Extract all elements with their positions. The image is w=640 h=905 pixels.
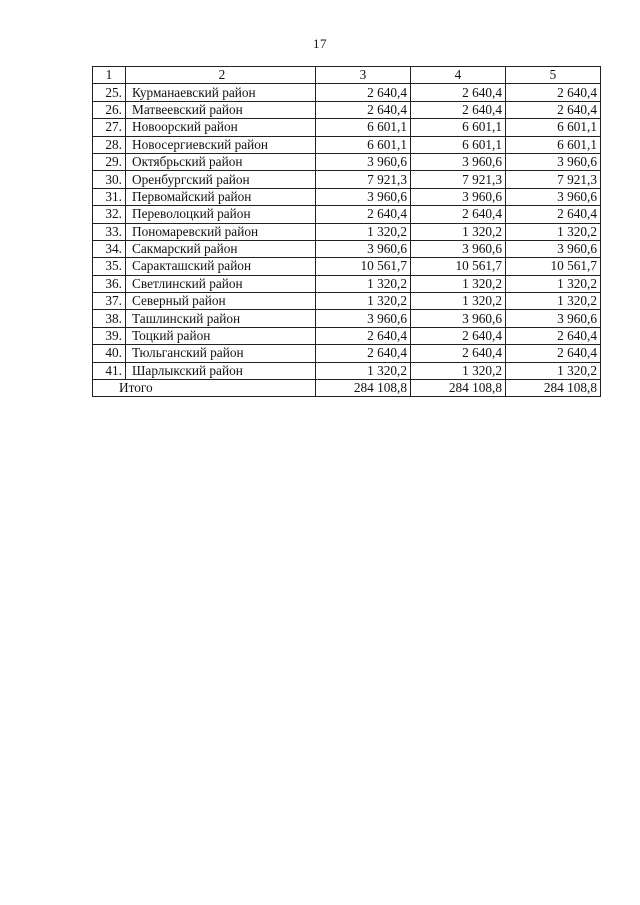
value-col-3: 1 320,2 bbox=[316, 223, 411, 240]
district-name: Курманаевский район bbox=[126, 84, 316, 101]
value-col-5: 2 640,4 bbox=[506, 84, 601, 101]
value-col-5: 3 960,6 bbox=[506, 310, 601, 327]
district-name: Тюльганский район bbox=[126, 345, 316, 362]
table-row bbox=[93, 275, 601, 292]
district-name: Саракташский район bbox=[126, 258, 316, 275]
value-col-4: 1 320,2 bbox=[411, 293, 506, 310]
header-col-5: 5 bbox=[506, 67, 601, 84]
value-col-4: 7 921,3 bbox=[411, 171, 506, 188]
value-col-4: 10 561,7 bbox=[411, 258, 506, 275]
total-label: Итого bbox=[93, 380, 316, 397]
row-number: 34. bbox=[93, 240, 126, 257]
table-row bbox=[93, 240, 601, 257]
value-col-5: 6 601,1 bbox=[506, 136, 601, 153]
row-number: 27. bbox=[93, 119, 126, 136]
district-name: Пономаревский район bbox=[126, 223, 316, 240]
table-row bbox=[93, 310, 601, 327]
value-col-5: 10 561,7 bbox=[506, 258, 601, 275]
value-col-4: 3 960,6 bbox=[411, 188, 506, 205]
district-name: Новосергиевский район bbox=[126, 136, 316, 153]
table-body bbox=[93, 67, 601, 397]
value-col-3: 10 561,7 bbox=[316, 258, 411, 275]
table-row bbox=[93, 119, 601, 136]
value-col-5: 7 921,3 bbox=[506, 171, 601, 188]
value-col-3: 2 640,4 bbox=[316, 327, 411, 344]
value-col-4: 6 601,1 bbox=[411, 119, 506, 136]
value-col-5: 1 320,2 bbox=[506, 223, 601, 240]
row-number: 41. bbox=[93, 362, 126, 379]
row-number: 35. bbox=[93, 258, 126, 275]
value-col-4: 3 960,6 bbox=[411, 310, 506, 327]
row-number: 38. bbox=[93, 310, 126, 327]
district-name: Шарлыкский район bbox=[126, 362, 316, 379]
district-name: Новоорский район bbox=[126, 119, 316, 136]
table-row bbox=[93, 153, 601, 170]
table-row bbox=[93, 327, 601, 344]
value-col-3: 1 320,2 bbox=[316, 362, 411, 379]
row-number: 25. bbox=[93, 84, 126, 101]
value-col-5: 1 320,2 bbox=[506, 362, 601, 379]
value-col-4: 1 320,2 bbox=[411, 275, 506, 292]
district-name: Первомайский район bbox=[126, 188, 316, 205]
district-name: Светлинский район bbox=[126, 275, 316, 292]
row-number: 28. bbox=[93, 136, 126, 153]
district-name: Оренбургский район bbox=[126, 171, 316, 188]
table-row bbox=[93, 101, 601, 118]
table-row bbox=[93, 223, 601, 240]
row-number: 40. bbox=[93, 345, 126, 362]
header-col-3: 3 bbox=[316, 67, 411, 84]
table-row bbox=[93, 293, 601, 310]
value-col-3: 1 320,2 bbox=[316, 293, 411, 310]
header-col-1: 1 bbox=[93, 67, 126, 84]
value-col-4: 3 960,6 bbox=[411, 240, 506, 257]
table-row bbox=[93, 206, 601, 223]
value-col-3: 7 921,3 bbox=[316, 171, 411, 188]
table-header-row bbox=[93, 67, 601, 84]
value-col-5: 2 640,4 bbox=[506, 206, 601, 223]
value-col-3: 1 320,2 bbox=[316, 275, 411, 292]
table-row bbox=[93, 188, 601, 205]
district-name: Октябрьский район bbox=[126, 153, 316, 170]
row-number: 33. bbox=[93, 223, 126, 240]
value-col-5: 6 601,1 bbox=[506, 119, 601, 136]
value-col-5: 2 640,4 bbox=[506, 345, 601, 362]
total-col-4: 284 108,8 bbox=[411, 380, 506, 397]
header-col-4: 4 bbox=[411, 67, 506, 84]
table-row bbox=[93, 84, 601, 101]
district-name: Северный район bbox=[126, 293, 316, 310]
value-col-4: 2 640,4 bbox=[411, 345, 506, 362]
row-number: 29. bbox=[93, 153, 126, 170]
value-col-5: 1 320,2 bbox=[506, 275, 601, 292]
value-col-3: 6 601,1 bbox=[316, 119, 411, 136]
header-col-2: 2 bbox=[126, 67, 316, 84]
row-number: 32. bbox=[93, 206, 126, 223]
value-col-5: 1 320,2 bbox=[506, 293, 601, 310]
value-col-4: 1 320,2 bbox=[411, 362, 506, 379]
value-col-3: 3 960,6 bbox=[316, 310, 411, 327]
value-col-4: 6 601,1 bbox=[411, 136, 506, 153]
row-number: 36. bbox=[93, 275, 126, 292]
table-row bbox=[93, 345, 601, 362]
table-row bbox=[93, 258, 601, 275]
table-row bbox=[93, 136, 601, 153]
value-col-4: 2 640,4 bbox=[411, 327, 506, 344]
value-col-3: 2 640,4 bbox=[316, 345, 411, 362]
value-col-4: 2 640,4 bbox=[411, 84, 506, 101]
value-col-4: 2 640,4 bbox=[411, 101, 506, 118]
row-number: 30. bbox=[93, 171, 126, 188]
value-col-3: 6 601,1 bbox=[316, 136, 411, 153]
value-col-5: 2 640,4 bbox=[506, 101, 601, 118]
total-col-3: 284 108,8 bbox=[316, 380, 411, 397]
value-col-4: 2 640,4 bbox=[411, 206, 506, 223]
table-row bbox=[93, 362, 601, 379]
value-col-3: 3 960,6 bbox=[316, 240, 411, 257]
total-col-5: 284 108,8 bbox=[506, 380, 601, 397]
value-col-5: 3 960,6 bbox=[506, 153, 601, 170]
value-col-5: 2 640,4 bbox=[506, 327, 601, 344]
page-number: 17 bbox=[313, 36, 327, 51]
table-row bbox=[93, 171, 601, 188]
value-col-3: 3 960,6 bbox=[316, 153, 411, 170]
value-col-3: 3 960,6 bbox=[316, 188, 411, 205]
value-col-5: 3 960,6 bbox=[506, 188, 601, 205]
total-row bbox=[93, 380, 601, 397]
row-number: 31. bbox=[93, 188, 126, 205]
row-number: 37. bbox=[93, 293, 126, 310]
value-col-4: 1 320,2 bbox=[411, 223, 506, 240]
district-name: Переволоцкий район bbox=[126, 206, 316, 223]
district-name: Сакмарский район bbox=[126, 240, 316, 257]
value-col-3: 2 640,4 bbox=[316, 101, 411, 118]
row-number: 26. bbox=[93, 101, 126, 118]
district-name: Тоцкий район bbox=[126, 327, 316, 344]
value-col-3: 2 640,4 bbox=[316, 206, 411, 223]
district-name: Матвеевский район bbox=[126, 101, 316, 118]
value-col-4: 3 960,6 bbox=[411, 153, 506, 170]
value-col-5: 3 960,6 bbox=[506, 240, 601, 257]
row-number: 39. bbox=[93, 327, 126, 344]
district-name: Ташлинский район bbox=[126, 310, 316, 327]
allocation-table bbox=[92, 66, 601, 397]
value-col-3: 2 640,4 bbox=[316, 84, 411, 101]
